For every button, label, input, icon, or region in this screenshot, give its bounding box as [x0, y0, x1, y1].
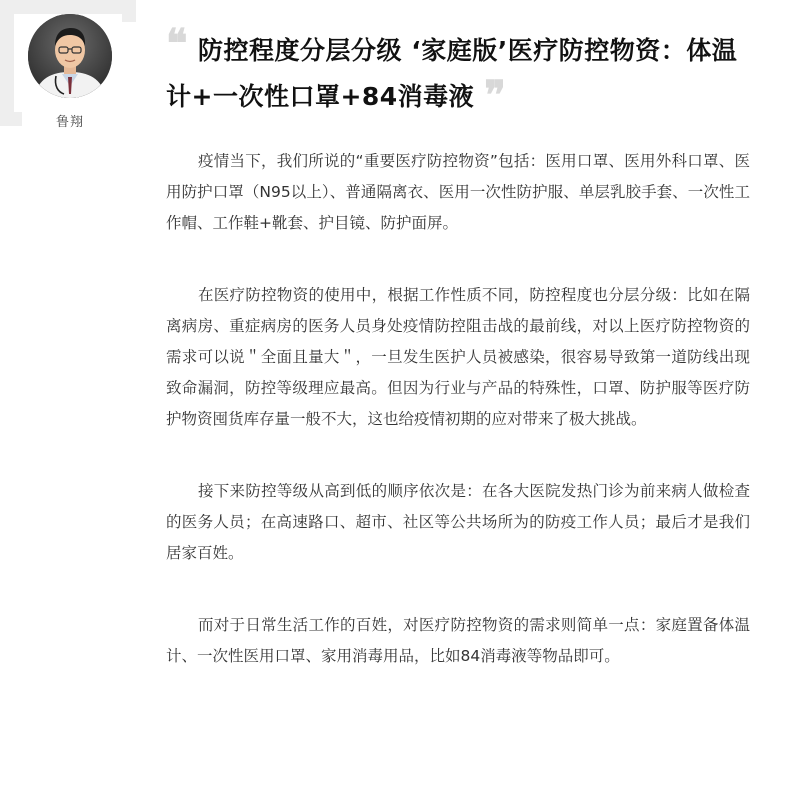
article-title-block: [166, 20, 756, 120]
paragraph: 在医疗防控物资的使用中，根据工作性质不同，防控程度也分层分级：比如在隔离病房、重症病房的医务人员身处疫情防控阻击战的最前线，对以上医疗防控物资的需求可以说＂全面且量大＂，一旦发生医护人员被感染，很容易导致第一道防线出现致命漏洞，防控等级理应最高。但因为行业与产品的特殊性，口罩、防护服等医疗防护物资囤货库存量一般不大，这也给疫情初期的应对带来了极大挑战。: [166, 286, 750, 428]
article-title-text: 防控程度分层分级 ‘家庭版’医疗防控物资：体温计+一次性口罩+84消毒液: [166, 36, 738, 111]
author-name: 鲁翔: [55, 115, 84, 130]
paragraph: 接下来防控等级从高到低的顺序依次是：在各大医院发热门诊为前来病人做检查的医务人员；在高速路口、超市、社区等公共场所为的防疫工作人员；最后才是我们居家百姓。: [166, 482, 750, 562]
paragraph: 而对于日常生活工作的百姓，对医疗防控物资的需求则简单一点：家庭置备体温计、一次性医用口罩、家用消毒用品，比如84消毒液等物品即可。: [166, 616, 750, 665]
paragraph: 疫情当下，我们所说的“重要医疗防控物资”包括：医用口罩、医用外科口罩、医用防护口罩（N95以上）、普通隔离衣、医用一次性防护服、单层乳胶手套、一次性工作帽、工作鞋+靴套、护目镜、防护面屏。: [166, 152, 750, 232]
article-body: [166, 146, 750, 713]
article-title: [166, 20, 756, 120]
open-quote-icon: ❝: [166, 20, 189, 67]
author-portrait-icon: [28, 14, 112, 98]
author-avatar: [28, 14, 112, 98]
close-quote-icon: ❞: [484, 72, 507, 119]
author-block: [28, 14, 112, 130]
